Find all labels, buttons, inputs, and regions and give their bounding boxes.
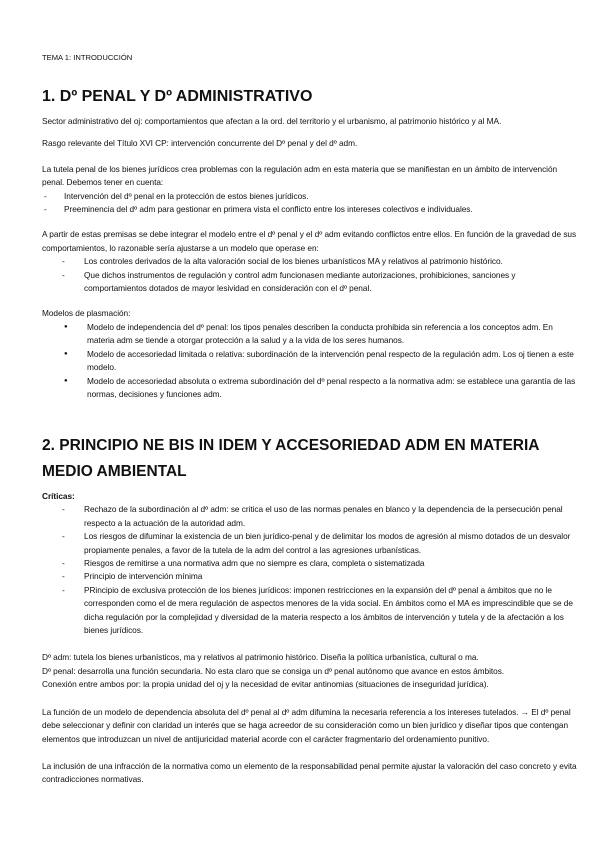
list-item: - Principio de intervención mínima <box>42 570 578 583</box>
list-item: - Los riesgos de difuminar la existencia de un bien jurídico-penal y de delimitar los modos de agresión al mismo dotados de un desvalor propiamente penales, a favor de la tutela de la adm del control a las agresiones urbanísticas. <box>42 530 578 557</box>
section-1-title: 1. Dº PENAL Y Dº ADMINISTRATIVO <box>42 88 313 105</box>
list-item: - Intervención del dº penal en la protección de estos bienes jurídicos. <box>42 190 578 203</box>
section-2-body <box>42 490 578 787</box>
section-2-title: 2. PRINCIPIO NE BIS IN IDEM Y ACCESORIEDAD ADM EN MATERIA MEDIO AMBIENTAL <box>42 437 539 480</box>
paragraph-tutela: La tutela penal de los bienes jurídicos crea problemas con la regulación adm en esta materia que se manifiestan en un ámbito de intervención penal. Debemos tener en cuenta: <box>42 163 558 188</box>
paragraph-sector: Sector administrativo del oj: comportamientos que afectan a la ord. del territorio y el urbanismo, al patrimonio histórico y al MA. <box>42 116 502 126</box>
paragraph-rasgo: Rasgo relevante del Título XVI CP: intervención concurrente del Dº penal y del dº adm. <box>42 138 358 149</box>
paragraph-funcion: La función de un modelo de dependencia absoluta del dº penal al dº adm difumina la necesaria referencia a los intereses tutelados. → El dº penal debe seleccionar y definir con claridad un interés que se haga acreedor de su consideración como un bien jurídico y diseñar tipos que contengan elementos que introduzcan un nivel de antijuricidad material acorde con el carácter fragmentario del ordenamiento punitivo. <box>42 706 571 744</box>
list-item: - Que dichos instrumentos de regulación y control adm funcionasen mediante autorizaciones, prohibiciones, sanciones y comportamientos dotados de mayor lesividad en consideración con el dº penal. <box>42 269 578 296</box>
definition-adm: Dº adm: tutela los bienes urbanísticos, ma y relativos al patrimonio histórico. Diseña la política urbanística, cultural o ma. <box>42 652 479 663</box>
models-list <box>42 321 578 401</box>
definition-penal: Dº penal: desarrolla una función secundaria. No esta claro que se consiga un dº penal autónomo que avance en estos ámbitos. <box>42 665 505 676</box>
list-item: - Los controles derivados de la alta valoración social de los bienes urbanísticos MA y relativos al patrimonio histórico. <box>42 255 578 268</box>
critiques-title: Críticas: <box>42 491 75 501</box>
list-item: ● Modelo de accesoriedad absoluta o extrema subordinación del dº penal respecto a la normativa adm: se establece una garantía de las normas, decisiones y funciones adm. <box>42 375 578 402</box>
models-title: Modelos de plasmación: <box>42 308 131 319</box>
paragraph-premisas: A partir de estas premisas se debe integrar el modelo entre el dº penal y el dº adm evitando conflictos entre ellos. En función de la gravedad de sus comportamientos, lo razonable sería ajustarse a un modelo que operase en: <box>42 229 577 253</box>
topic-header: TEMA 1: INTRODUCCIÓN <box>42 53 133 62</box>
critiques-list <box>42 503 578 637</box>
list-item: - Preeminencia del dº adm para gestionar en primera vista el conflicto entre los intereses colectivos e individuales. <box>42 203 578 216</box>
definition-conexion: Conexión entre ambos por: la propia unidad del oj y la necesidad de evitar antinomias (situaciones de inseguridad jurídica). <box>42 679 489 690</box>
tutela-list <box>42 190 578 217</box>
premisas-list <box>42 255 578 295</box>
list-item: - Rechazo de la subordinación al dº adm: se critica el uso de las normas penales en blanco y la dependencia de la persecución penal respecto a la actuación de la autoridad adm. <box>42 503 578 530</box>
section-1-body <box>42 115 578 401</box>
list-item: ● Modelo de accesoriedad limitada o relativa: subordinación de la intervención penal respecto de la regulación adm. Los oj tienen a este modelo. <box>42 348 578 375</box>
list-item: - PRincipio de exclusiva protección de los bienes jurídicos: imponen restricciones en la expansión del dº penal a ámbitos que no le corresponden como el de mera regulación de aspectos menores de la vida social. En ámbitos como el MA es imprescindible que se de dicha regulación por la complejidad y diversidad de la materia respecto a los ámbitos de intervención y tutela y de la afectación a los bienes jurídicos. <box>42 584 578 638</box>
list-item: ● Modelo de independencia del dº penal: los tipos penales describen la conducta prohibida sin referencia a los conceptos adm. En materia adm se tiende a otorgar protección a la salud y a la vida de los seres humanos. <box>42 321 578 348</box>
list-item: - Riesgos de remitirse a una normativa adm que no siempre es clara, completa o sistematizada <box>42 557 578 570</box>
paragraph-inclusion: La inclusión de una infracción de la normativa como un elemento de la responsabilidad penal permite ajustar la valoración del caso concreto y evita contradicciones normativas. <box>42 760 577 785</box>
